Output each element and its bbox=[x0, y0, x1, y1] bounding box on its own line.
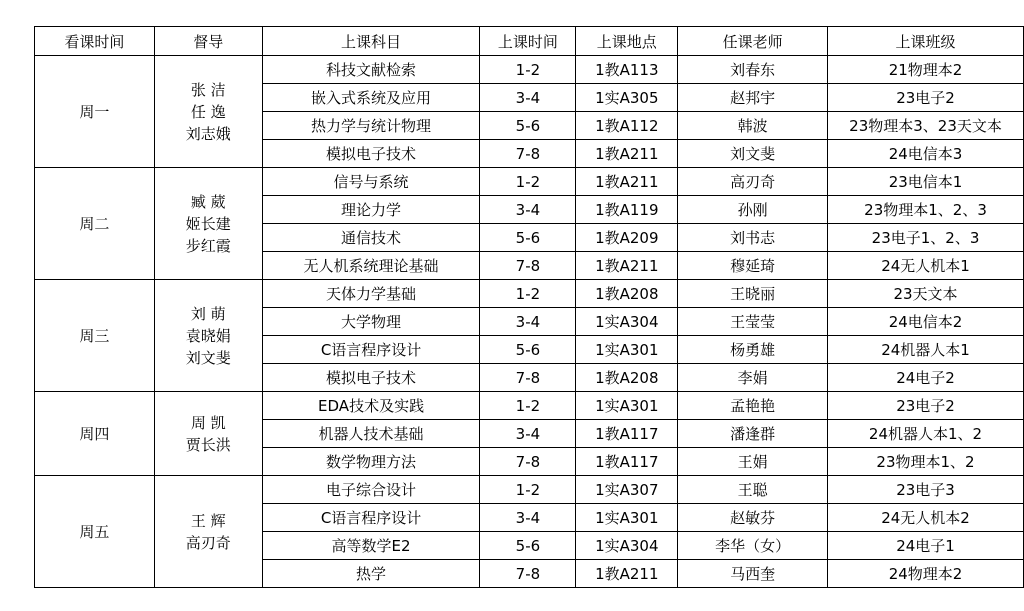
header-supervisor: 督导 bbox=[154, 27, 262, 56]
subject-cell: 电子综合设计 bbox=[262, 476, 480, 504]
teacher-cell: 韩波 bbox=[678, 112, 828, 140]
supervisor-cell bbox=[154, 392, 262, 476]
location-cell: 1实A304 bbox=[576, 308, 678, 336]
teacher-cell: 孙刚 bbox=[678, 196, 828, 224]
day-cell: 周五 bbox=[35, 476, 155, 588]
class-cell: 21物理本2 bbox=[828, 56, 1024, 84]
time-cell: 1-2 bbox=[480, 56, 576, 84]
supervisor-name: 刘 萌 bbox=[190, 304, 226, 323]
teacher-cell: 李娟 bbox=[678, 364, 828, 392]
teacher-cell: 潘逢群 bbox=[678, 420, 828, 448]
subject-cell: C语言程序设计 bbox=[262, 336, 480, 364]
supervisor-cell bbox=[154, 280, 262, 392]
subject-cell: 天体力学基础 bbox=[262, 280, 480, 308]
teacher-cell: 王晓丽 bbox=[678, 280, 828, 308]
teacher-cell: 赵敏芬 bbox=[678, 504, 828, 532]
location-cell: 1教A209 bbox=[576, 224, 678, 252]
subject-cell: 无人机系统理论基础 bbox=[262, 252, 480, 280]
teacher-cell: 孟艳艳 bbox=[678, 392, 828, 420]
supervisor-name: 姬长建 bbox=[185, 214, 231, 233]
location-cell: 1教A119 bbox=[576, 196, 678, 224]
time-cell: 1-2 bbox=[480, 392, 576, 420]
class-cell: 24物理本2 bbox=[828, 560, 1024, 588]
day-cell: 周三 bbox=[35, 280, 155, 392]
day-cell: 周四 bbox=[35, 392, 155, 476]
supervisor-name: 王 辉 bbox=[190, 511, 226, 530]
location-cell: 1教A117 bbox=[576, 420, 678, 448]
subject-cell: 热学 bbox=[262, 560, 480, 588]
time-cell: 1-2 bbox=[480, 168, 576, 196]
location-cell: 1实A301 bbox=[576, 336, 678, 364]
day-cell: 周二 bbox=[35, 168, 155, 280]
subject-cell: EDA技术及实践 bbox=[262, 392, 480, 420]
location-cell: 1教A211 bbox=[576, 140, 678, 168]
class-cell: 24电子1 bbox=[828, 532, 1024, 560]
class-cell: 23电子3 bbox=[828, 476, 1024, 504]
time-cell: 5-6 bbox=[480, 336, 576, 364]
location-cell: 1教A113 bbox=[576, 56, 678, 84]
class-cell: 23电信本1 bbox=[828, 168, 1024, 196]
day-cell: 周一 bbox=[35, 56, 155, 168]
header-location: 上课地点 bbox=[576, 27, 678, 56]
header-teacher: 任课老师 bbox=[678, 27, 828, 56]
teacher-cell: 刘春东 bbox=[678, 56, 828, 84]
location-cell: 1教A211 bbox=[576, 560, 678, 588]
time-cell: 3-4 bbox=[480, 84, 576, 112]
subject-cell: 大学物理 bbox=[262, 308, 480, 336]
class-cell: 23电子2 bbox=[828, 84, 1024, 112]
supervisor-name: 臧 葳 bbox=[190, 192, 226, 211]
location-cell: 1实A301 bbox=[576, 392, 678, 420]
header-subject: 上课科目 bbox=[262, 27, 480, 56]
class-cell: 23天文本 bbox=[828, 280, 1024, 308]
subject-cell: 科技文献检索 bbox=[262, 56, 480, 84]
location-cell: 1教A211 bbox=[576, 168, 678, 196]
teacher-cell: 赵邦宇 bbox=[678, 84, 828, 112]
time-cell: 7-8 bbox=[480, 560, 576, 588]
location-cell: 1实A307 bbox=[576, 476, 678, 504]
subject-cell: 热力学与统计物理 bbox=[262, 112, 480, 140]
subject-cell: 机器人技术基础 bbox=[262, 420, 480, 448]
time-cell: 5-6 bbox=[480, 112, 576, 140]
time-cell: 5-6 bbox=[480, 224, 576, 252]
table-row bbox=[35, 280, 1024, 308]
class-cell: 23电子2 bbox=[828, 392, 1024, 420]
table-row bbox=[35, 392, 1024, 420]
class-cell: 23电子1、2、3 bbox=[828, 224, 1024, 252]
subject-cell: 理论力学 bbox=[262, 196, 480, 224]
table-row bbox=[35, 56, 1024, 84]
location-cell: 1教A208 bbox=[576, 364, 678, 392]
location-cell: 1实A305 bbox=[576, 84, 678, 112]
schedule-table bbox=[34, 26, 1024, 588]
class-cell: 23物理本3、23天文本 bbox=[828, 112, 1024, 140]
supervisor-name: 刘志娥 bbox=[185, 124, 231, 143]
time-cell: 1-2 bbox=[480, 280, 576, 308]
table-row bbox=[35, 476, 1024, 504]
time-cell: 7-8 bbox=[480, 140, 576, 168]
class-cell: 24电子2 bbox=[828, 364, 1024, 392]
class-cell: 23物理本1、2、3 bbox=[828, 196, 1024, 224]
location-cell: 1实A301 bbox=[576, 504, 678, 532]
supervisor-name: 步红霞 bbox=[185, 236, 231, 255]
location-cell: 1教A208 bbox=[576, 280, 678, 308]
supervisor-name: 刘文斐 bbox=[185, 348, 231, 367]
teacher-cell: 高刃奇 bbox=[678, 168, 828, 196]
time-cell: 7-8 bbox=[480, 252, 576, 280]
class-cell: 24电信本2 bbox=[828, 308, 1024, 336]
header-row bbox=[35, 27, 1024, 56]
supervisor-cell bbox=[154, 56, 262, 168]
teacher-cell: 刘文斐 bbox=[678, 140, 828, 168]
teacher-cell: 穆延琦 bbox=[678, 252, 828, 280]
supervisor-cell bbox=[154, 168, 262, 280]
time-cell: 5-6 bbox=[480, 532, 576, 560]
subject-cell: 数学物理方法 bbox=[262, 448, 480, 476]
time-cell: 7-8 bbox=[480, 364, 576, 392]
header-class-group: 上课班级 bbox=[828, 27, 1024, 56]
table-row bbox=[35, 168, 1024, 196]
location-cell: 1教A211 bbox=[576, 252, 678, 280]
teacher-cell: 王莹莹 bbox=[678, 308, 828, 336]
teacher-cell: 刘书志 bbox=[678, 224, 828, 252]
location-cell: 1教A117 bbox=[576, 448, 678, 476]
header-view-time: 看课时间 bbox=[35, 27, 155, 56]
time-cell: 7-8 bbox=[480, 448, 576, 476]
teacher-cell: 王娟 bbox=[678, 448, 828, 476]
teacher-cell: 李华（女） bbox=[678, 532, 828, 560]
location-cell: 1教A112 bbox=[576, 112, 678, 140]
subject-cell: 模拟电子技术 bbox=[262, 364, 480, 392]
class-cell: 24无人机本2 bbox=[828, 504, 1024, 532]
supervisor-name: 张 洁 bbox=[190, 80, 226, 99]
teacher-cell: 马西奎 bbox=[678, 560, 828, 588]
supervisor-name: 贾长洪 bbox=[185, 435, 231, 454]
subject-cell: C语言程序设计 bbox=[262, 504, 480, 532]
time-cell: 3-4 bbox=[480, 420, 576, 448]
supervisor-name: 周 凯 bbox=[190, 413, 226, 432]
teacher-cell: 杨勇雄 bbox=[678, 336, 828, 364]
supervisor-cell bbox=[154, 476, 262, 588]
class-cell: 24机器人本1 bbox=[828, 336, 1024, 364]
class-cell: 24电信本3 bbox=[828, 140, 1024, 168]
class-cell: 24无人机本1 bbox=[828, 252, 1024, 280]
header-class-time: 上课时间 bbox=[480, 27, 576, 56]
subject-cell: 嵌入式系统及应用 bbox=[262, 84, 480, 112]
time-cell: 3-4 bbox=[480, 308, 576, 336]
time-cell: 1-2 bbox=[480, 476, 576, 504]
class-cell: 23物理本1、2 bbox=[828, 448, 1024, 476]
subject-cell: 高等数学E2 bbox=[262, 532, 480, 560]
supervisor-name: 袁晓娟 bbox=[185, 326, 231, 345]
teacher-cell: 王聪 bbox=[678, 476, 828, 504]
subject-cell: 模拟电子技术 bbox=[262, 140, 480, 168]
supervisor-name: 高刃奇 bbox=[185, 533, 231, 552]
class-cell: 24机器人本1、2 bbox=[828, 420, 1024, 448]
time-cell: 3-4 bbox=[480, 196, 576, 224]
time-cell: 3-4 bbox=[480, 504, 576, 532]
subject-cell: 信号与系统 bbox=[262, 168, 480, 196]
location-cell: 1实A304 bbox=[576, 532, 678, 560]
subject-cell: 通信技术 bbox=[262, 224, 480, 252]
supervisor-name: 任 逸 bbox=[190, 102, 226, 121]
